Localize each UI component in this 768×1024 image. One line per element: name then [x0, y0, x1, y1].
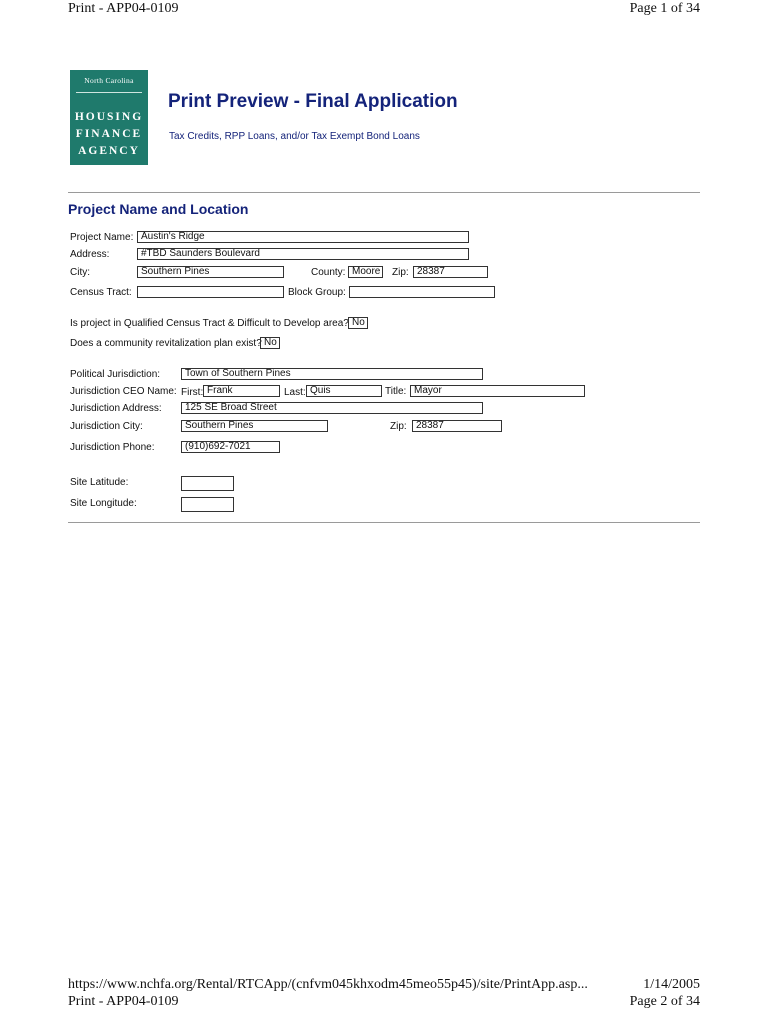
ceo-first-label: First: [181, 387, 204, 398]
project-name-field[interactable]: Austin's Ridge [137, 231, 469, 243]
ceo-first-field[interactable]: Frank [203, 385, 280, 397]
page-subtitle: Tax Credits, RPP Loans, and/or Tax Exempt Bond Loans [169, 131, 420, 142]
jurisdiction-zip-field[interactable]: 28387 [412, 420, 502, 432]
nchfa-logo [70, 70, 148, 165]
block-group-label: Block Group: [288, 287, 346, 298]
qct-question-label: Is project in Qualified Census Tract & Difficult to Develop area? [70, 318, 349, 329]
block-group-field[interactable] [349, 286, 495, 298]
print-footer-date: 1/14/2005 [643, 977, 700, 992]
next-page-header-title: Print - APP04-0109 [68, 994, 179, 1009]
ceo-title-field[interactable]: Mayor [410, 385, 585, 397]
section-title: Project Name and Location [68, 201, 249, 217]
section-divider-bottom [68, 522, 700, 523]
site-longitude-label: Site Longitude: [70, 498, 137, 509]
political-jurisdiction-label: Political Jurisdiction: [70, 369, 161, 380]
jurisdiction-address-label: Jurisdiction Address: [70, 403, 162, 414]
page-title: Print Preview - Final Application [168, 91, 458, 112]
city-field[interactable]: Southern Pines [137, 266, 284, 278]
census-tract-field[interactable] [137, 286, 284, 298]
zip-field[interactable]: 28387 [413, 266, 488, 278]
print-header-title: Print - APP04-0109 [68, 1, 179, 16]
next-page-header-page-number: Page 2 of 34 [629, 994, 700, 1009]
site-latitude-label: Site Latitude: [70, 477, 129, 488]
section-divider-top [68, 192, 700, 193]
logo-state-text: North Carolina [84, 76, 134, 85]
address-label: Address: [70, 249, 110, 260]
revitalization-answer-field[interactable]: No [260, 337, 280, 349]
ceo-name-label: Jurisdiction CEO Name: [70, 386, 177, 397]
jurisdiction-zip-label: Zip: [390, 421, 407, 432]
logo-word-housing: HOUSING [74, 111, 144, 123]
ceo-last-label: Last: [284, 387, 306, 398]
logo-divider [76, 92, 142, 93]
jurisdiction-phone-label: Jurisdiction Phone: [70, 442, 155, 453]
county-label: County: [311, 267, 346, 278]
jurisdiction-address-field[interactable]: 125 SE Broad Street [181, 402, 483, 414]
city-label: City: [70, 267, 90, 278]
ceo-last-field[interactable]: Quis [306, 385, 382, 397]
site-longitude-field[interactable] [181, 497, 234, 512]
address-field[interactable]: #TBD Saunders Boulevard [137, 248, 469, 260]
site-latitude-field[interactable] [181, 476, 234, 491]
print-header-page-number: Page 1 of 34 [629, 1, 700, 16]
jurisdiction-phone-field[interactable]: (910)692-7021 [181, 441, 280, 453]
qct-answer-field[interactable]: No [348, 317, 368, 329]
logo-word-finance: FINANCE [75, 128, 143, 140]
jurisdiction-city-field[interactable]: Southern Pines [181, 420, 328, 432]
census-tract-label: Census Tract: [70, 287, 132, 298]
political-jurisdiction-field[interactable]: Town of Southern Pines [181, 368, 483, 380]
revitalization-question-label: Does a community revitalization plan exist? [70, 338, 262, 349]
project-name-label: Project Name: [70, 232, 134, 243]
jurisdiction-city-label: Jurisdiction City: [70, 421, 143, 432]
zip-label: Zip: [392, 267, 409, 278]
ceo-title-label: Title: [385, 386, 407, 397]
county-field[interactable]: Moore [348, 266, 383, 278]
logo-word-agency: AGENCY [78, 145, 140, 157]
print-footer-url: https://www.nchfa.org/Rental/RTCApp/(cnfvm045khxodm45meo55p45)/site/PrintApp.asp... [68, 977, 588, 992]
